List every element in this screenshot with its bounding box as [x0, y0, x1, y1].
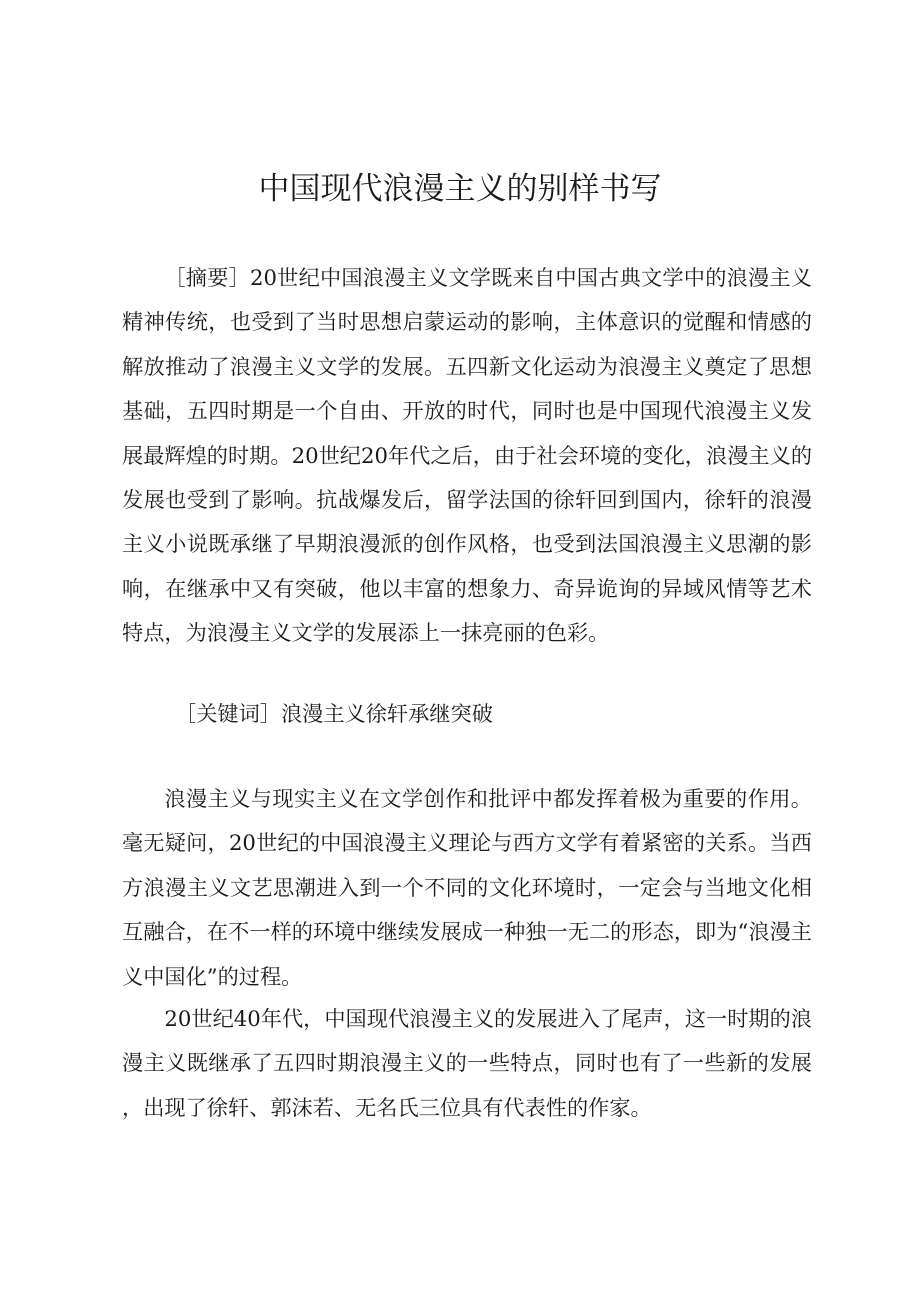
- body-section-1: [122, 777, 812, 999]
- keyword-item: 徐轩: [365, 701, 409, 726]
- keyword-item: 突破: [450, 701, 493, 726]
- body-paragraph: 20世纪40年代，中国现代浪漫主义的发展进入了尾声，这一时期的浪漫主义既继承了五四时期浪漫主义的一些特点，同时也有了一些新的发展，出现了徐轩、郭沫若、无名氏三位具有代表性的作家。: [122, 1006, 812, 1120]
- abstract-section: [122, 256, 812, 656]
- keywords-label: ［关键词］: [175, 701, 281, 726]
- body-section-2: [122, 997, 812, 1130]
- abstract-paragraph: [122, 256, 812, 656]
- abstract-label: ［摘要］: [164, 265, 250, 290]
- abstract-text: 20世纪中国浪漫主义文学既来自中国古典文学中的浪漫主义精神传统，也受到了当时思想启蒙运动的影响，主体意识的觉醒和情感的解放推动了浪漫主义文学的发展。五四新文化运动为浪漫主义奠定了思想基础，五四时期是一个自由、开放的时代，同时也是中国现代浪漫主义发展最辉煌的时期。20世纪20年代之后，由于社会环境的变化，浪漫主义的发展也受到了影响。抗战爆发后，留学法国的徐轩回到国内，徐轩的浪漫主义小说既承继了早期浪漫派的创作风格，也受到法国浪漫主义思潮的影响，在继承中又有突破，他以丰富的想象力、奇异诡询的异域风情等艺术特点，为浪漫主义文学的发展添上一抹亮丽的色彩。: [122, 265, 812, 646]
- keywords-section: [122, 692, 812, 736]
- keyword-item: 浪漫主义: [280, 701, 366, 726]
- document-title: 中国现代浪漫主义的别样书写: [258, 171, 662, 207]
- keywords-line: [122, 692, 812, 736]
- keyword-item: 承继: [408, 701, 451, 726]
- body-paragraph: 浪漫主义与现实主义在文学创作和批评中都发挥着极为重要的作用。毫无疑问，20世纪的中国浪漫主义理论与西方文学有着紧密的关系。当西方浪漫主义文艺思潮进入到一个不同的文化环境时，一定会与当地文化相互融合，在不一样的环境中继续发展成一种独一无二的形态，即为“浪漫主义中国化”的过程。: [122, 786, 812, 989]
